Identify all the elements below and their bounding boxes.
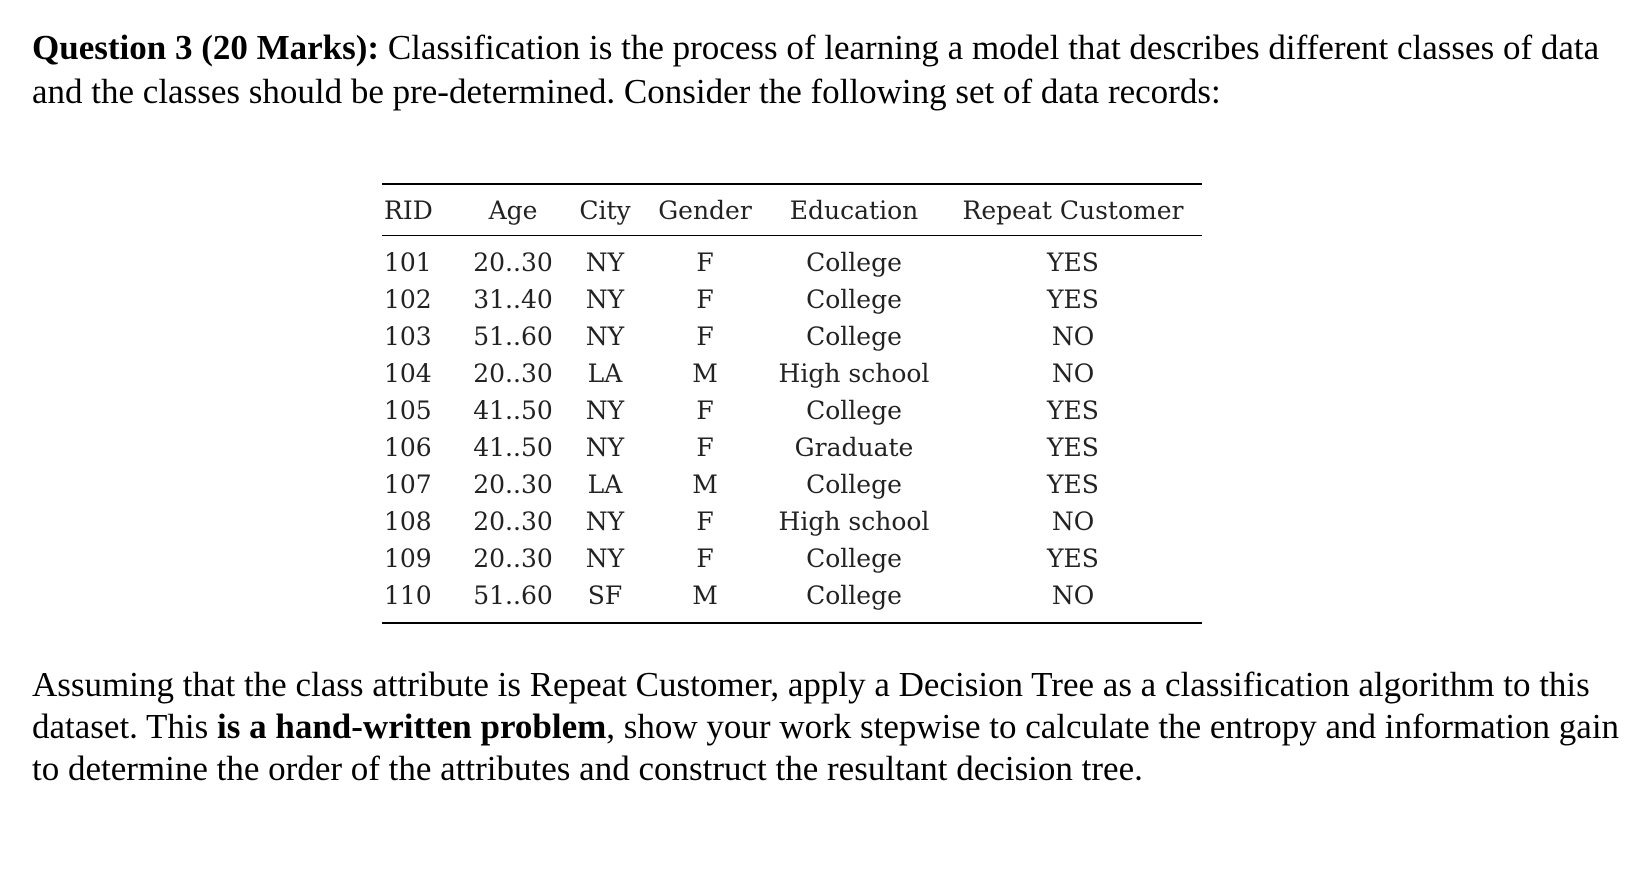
instructions-bold: is a hand-written problem — [217, 707, 607, 746]
cell-age: 41..50 — [473, 396, 553, 425]
cell-gender: F — [696, 248, 714, 277]
cell-repeat-customer: YES — [1047, 248, 1099, 277]
table-header-row — [382, 184, 1202, 236]
cell-age: 31..40 — [473, 285, 553, 314]
cell-gender: F — [696, 433, 714, 462]
cell-repeat-customer: NO — [1051, 322, 1095, 351]
cell-rid: 108 — [384, 507, 432, 536]
cell-gender: F — [696, 507, 714, 536]
table-row — [382, 236, 1202, 282]
cell-city: NY — [585, 507, 625, 536]
cell-city: NY — [585, 396, 625, 425]
cell-repeat-customer: NO — [1051, 359, 1095, 388]
cell-city: NY — [585, 285, 625, 314]
cell-repeat-customer: YES — [1047, 396, 1099, 425]
cell-age: 20..30 — [473, 248, 553, 277]
table-row — [382, 429, 1202, 466]
cell-repeat-customer: YES — [1047, 470, 1099, 499]
table-row — [382, 577, 1202, 623]
cell-gender: M — [692, 581, 718, 610]
question-text — [32, 26, 1612, 114]
table-row — [382, 281, 1202, 318]
cell-rid: 103 — [384, 322, 432, 351]
cell-gender: F — [696, 544, 714, 573]
cell-age: 51..60 — [473, 581, 553, 610]
instructions-part2: , show your work stepwise to calculate the entropy and information gain to determine the order of the attributes and construct the resultant decision tree. — [32, 707, 1620, 788]
table-row — [382, 540, 1202, 577]
data-records-table — [382, 183, 1202, 624]
header-repeat-customer: Repeat Customer — [962, 195, 1184, 225]
table-row — [382, 392, 1202, 429]
cell-city: NY — [585, 248, 625, 277]
cell-gender: F — [696, 396, 714, 425]
cell-repeat-customer: YES — [1047, 285, 1099, 314]
cell-age: 20..30 — [473, 470, 553, 499]
header-education: Education — [789, 195, 919, 225]
cell-age: 20..30 — [473, 507, 553, 536]
cell-repeat-customer: NO — [1051, 581, 1095, 610]
cell-city: NY — [585, 322, 625, 351]
cell-rid: 106 — [384, 433, 432, 462]
cell-rid: 110 — [384, 581, 432, 610]
cell-rid: 102 — [384, 285, 432, 314]
cell-education: College — [806, 470, 902, 499]
data-records-table-container — [382, 183, 1200, 624]
question-intro: Classification is the process of learning a model that describes different classes of data and the classes should be pre-determined. Consider the following set of data records: — [32, 28, 1600, 111]
table-row — [382, 318, 1202, 355]
cell-rid: 105 — [384, 396, 432, 425]
cell-city: SF — [587, 581, 623, 610]
table-row — [382, 503, 1202, 540]
cell-age: 20..30 — [473, 359, 553, 388]
cell-education: Graduate — [794, 433, 914, 462]
cell-gender: M — [692, 470, 718, 499]
cell-city: NY — [585, 433, 625, 462]
cell-gender: F — [696, 322, 714, 351]
cell-rid: 107 — [384, 470, 432, 499]
cell-repeat-customer: YES — [1047, 433, 1099, 462]
cell-city: NY — [585, 544, 625, 573]
header-rid: RID — [384, 195, 433, 225]
cell-age: 41..50 — [473, 433, 553, 462]
cell-city: LA — [587, 359, 623, 388]
header-age: Age — [488, 195, 538, 225]
question-title: Question 3 (20 Marks): — [32, 28, 380, 67]
cell-gender: F — [696, 285, 714, 314]
cell-education: College — [806, 322, 902, 351]
cell-education: High school — [778, 507, 930, 536]
cell-education: High school — [778, 359, 930, 388]
cell-rid: 109 — [384, 544, 432, 573]
header-city: City — [579, 195, 631, 225]
cell-education: College — [806, 581, 902, 610]
table-row — [382, 466, 1202, 503]
cell-age: 51..60 — [473, 322, 553, 351]
instructions-part1: Assuming that the class attribute is Repeat Customer, apply a Decision Tree as a classification algorithm to this dataset. This — [32, 665, 1590, 746]
cell-rid: 104 — [384, 359, 432, 388]
cell-education: College — [806, 285, 902, 314]
cell-rid: 101 — [384, 248, 432, 277]
cell-repeat-customer: YES — [1047, 544, 1099, 573]
cell-education: College — [806, 396, 902, 425]
cell-age: 20..30 — [473, 544, 553, 573]
table-body — [382, 236, 1202, 624]
table-row — [382, 355, 1202, 392]
instructions-text — [32, 664, 1622, 790]
cell-gender: M — [692, 359, 718, 388]
cell-city: LA — [587, 470, 623, 499]
cell-education: College — [806, 248, 902, 277]
cell-repeat-customer: NO — [1051, 507, 1095, 536]
header-gender: Gender — [658, 195, 752, 225]
cell-education: College — [806, 544, 902, 573]
